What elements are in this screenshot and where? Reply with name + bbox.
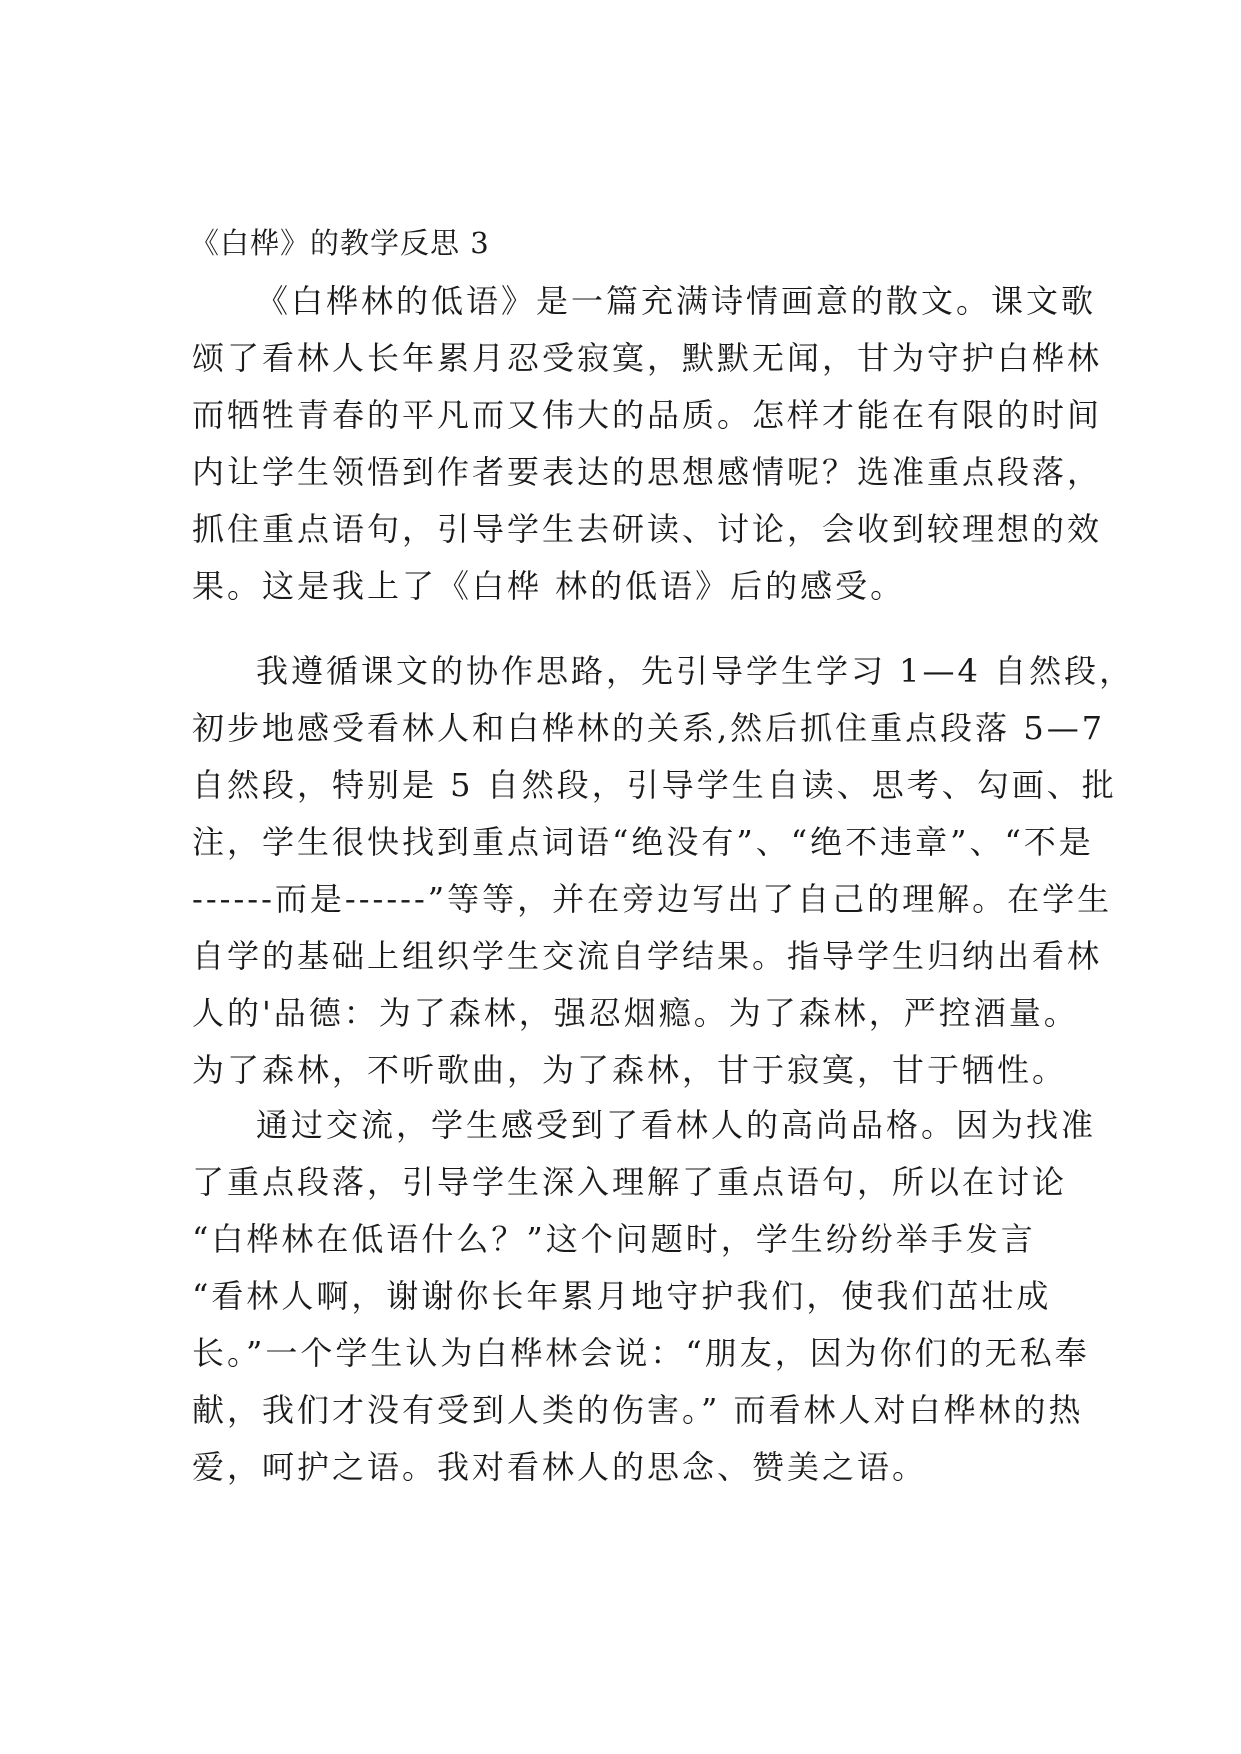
- text-line: 《白桦林的低语》是一篇充满诗情画意的散文。课文歌: [256, 282, 1097, 320]
- text-line: 通过交流，学生感受到了看林人的高尚品格。因为找准: [256, 1106, 1097, 1144]
- document-title: 《白桦》的教学反思 3: [190, 226, 490, 260]
- text-line: 初步地感受看林人和白桦林的关系,然后抓住重点段落 5—7: [192, 709, 1106, 747]
- text-line: 自然段，特别是 5 自然段，引导学生自读、思考、勾画、批: [192, 766, 1117, 804]
- text-line: “看林人啊，谢谢你长年累月地守护我们，使我们茁壮成: [192, 1277, 1052, 1315]
- text-line: ------而是------”等等，并在旁边写出了自己的理解。在学生: [192, 880, 1113, 918]
- text-line: 献，我们才没有受到人类的伤害。” 而看林人对白桦林的热: [192, 1391, 1084, 1429]
- text-line: 为了森林，不听歌曲，为了森林，甘于寂寞，甘于牺性。: [192, 1051, 1068, 1089]
- text-line: 抓住重点语句，引导学生去研读、讨论，会收到较理想的效: [192, 510, 1103, 548]
- text-line: 了重点段落，引导学生深入理解了重点语句，所以在讨论: [192, 1163, 1068, 1201]
- text-line: 自学的基础上组织学生交流自学结果。指导学生归纳出看林: [192, 937, 1103, 975]
- text-line: 果。这是我上了《白桦 林的低语》后的感受。: [192, 567, 906, 605]
- paragraph-method: [192, 643, 1135, 1099]
- paragraph-discussion: [192, 1097, 1097, 1496]
- text-line: 注，学生很快找到重点词语“绝没有”、“绝不违章”、“不是: [192, 823, 1094, 861]
- text-line: “白桦林在低语什么？”这个问题时，学生纷纷举手发言: [192, 1220, 1036, 1258]
- text-line: 而牺牲青春的平凡而又伟大的品质。怎样才能在有限的时间: [192, 396, 1103, 434]
- text-line: 内让学生领悟到作者要表达的思想感情呢？选准重点段落，: [192, 453, 1103, 491]
- text-line: 人的'品德：为了森林，强忍烟瘾。为了森林，严控酒量。: [192, 994, 1079, 1032]
- text-line: 我遵循课文的协作思路，先引导学生学习 1—4 自然段，: [256, 652, 1135, 690]
- text-line: 颂了看林人长年累月忍受寂寞，默默无闻，甘为守护白桦林: [192, 339, 1103, 377]
- text-line: 爱，呵护之语。我对看林人的思念、赞美之语。: [192, 1448, 928, 1486]
- text-line: 长。”一个学生认为白桦林会说：“朋友，因为你们的无私奉: [192, 1334, 1090, 1372]
- paragraph-intro: [192, 273, 1103, 615]
